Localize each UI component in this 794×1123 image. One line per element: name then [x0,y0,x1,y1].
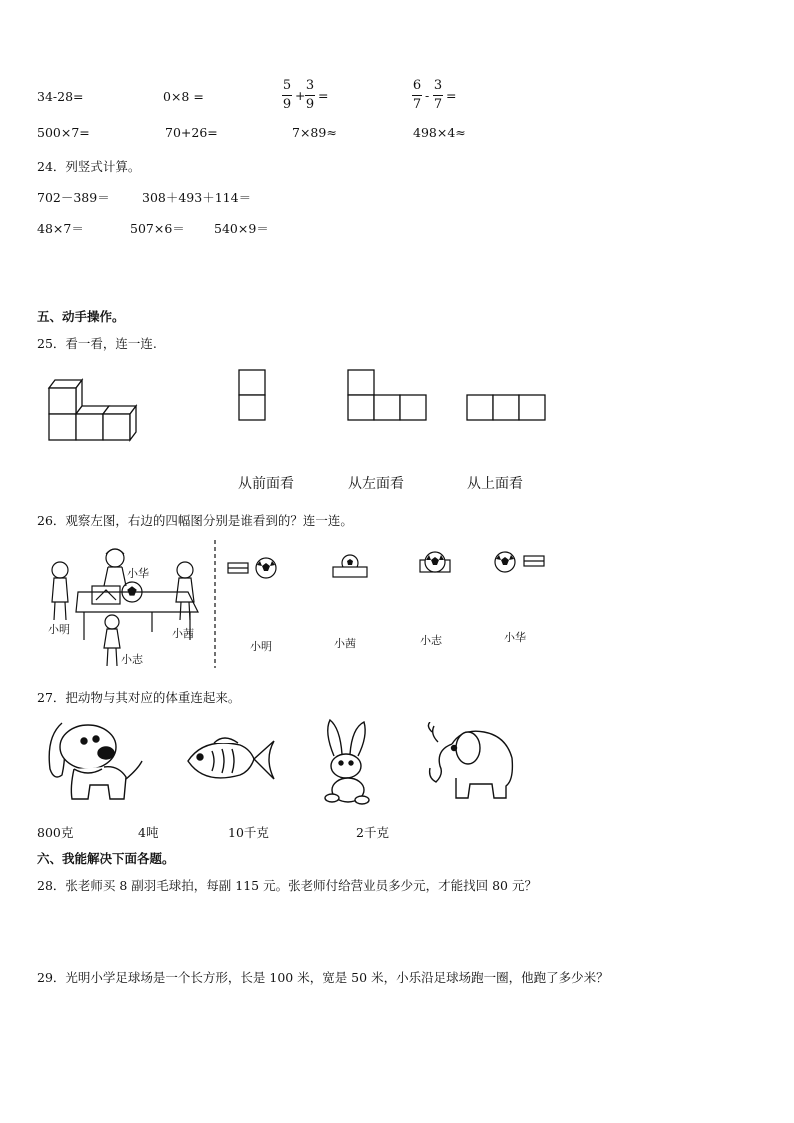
scene-label: 小志 [121,653,143,666]
weight-option: 800克 [37,825,74,840]
oral-item: 70+26= [165,125,218,140]
scene-label: 小华 [127,567,149,580]
question-29: 29．光明小学足球场是一个长方形，长是 100 米，宽是 50 米，小乐沿足球场跑一圈，他跑了多少米？ [37,970,609,985]
view-label: 小茜 [334,637,356,650]
question-27-title: 27．把动物与其对应的体重连起来。 [37,690,241,705]
rabbit-picture [318,718,376,806]
front-view-figure [238,369,268,423]
dog-picture [44,717,146,803]
fraction: 6 7 [412,78,422,112]
question-26-title: 26．观察左图，右边的四幅图分别是谁看到的？连一连。 [37,513,353,528]
dashed-divider [212,540,218,668]
weight-option: 4吨 [138,825,159,840]
fraction: 5 9 [282,78,292,112]
fraction: 3 9 [305,78,315,112]
view-label: 小明 [250,640,272,653]
view-image-2 [330,553,370,583]
view-caption: 从左面看 [348,476,404,492]
vertical-calc-item: 48×7＝ [37,221,84,236]
weight-option: 10千克 [228,825,269,840]
elephant-picture [422,722,518,802]
cube-stack-figure [46,376,138,442]
section-6-heading: 六、我能解决下面各题。 [37,851,175,866]
oral-item: 0×8 = [163,89,204,104]
left-view-figure [347,369,429,423]
view-label: 小志 [420,634,442,647]
scene-label: 小茜 [172,627,194,640]
oral-item: 7×89≈ [292,125,337,140]
top-view-figure [466,394,548,423]
fish-picture [184,733,276,785]
vertical-calc-item: 308＋493＋114＝ [142,190,252,205]
oral-item: 34-28= [37,89,84,104]
vertical-calc-item: 702－389＝ [37,190,110,205]
vertical-calc-item: 540×9＝ [214,221,269,236]
question-24-title: 24．列竖式计算。 [37,159,141,174]
weight-option: 2千克 [356,825,389,840]
scene-label: 小明 [48,623,70,636]
view-image-3 [417,550,453,578]
question-28: 28．张老师买 8 副羽毛球拍，每副 115 元。张老师付给营业员多少元，才能找回 80 元？ [37,878,537,893]
view-caption: 从前面看 [238,476,294,492]
question-25-title: 25．看一看，连一连. [37,336,157,351]
view-caption: 从上面看 [467,476,523,492]
oral-item: 498×4≈ [413,125,466,140]
vertical-calc-item: 507×6＝ [130,221,185,236]
oral-item: 500×7= [37,125,90,140]
view-image-4 [492,549,550,575]
view-image-1 [226,556,282,580]
fraction: 3 7 [433,78,443,112]
view-label: 小华 [504,631,526,644]
section-5-heading: 五、动手操作。 [37,309,125,324]
